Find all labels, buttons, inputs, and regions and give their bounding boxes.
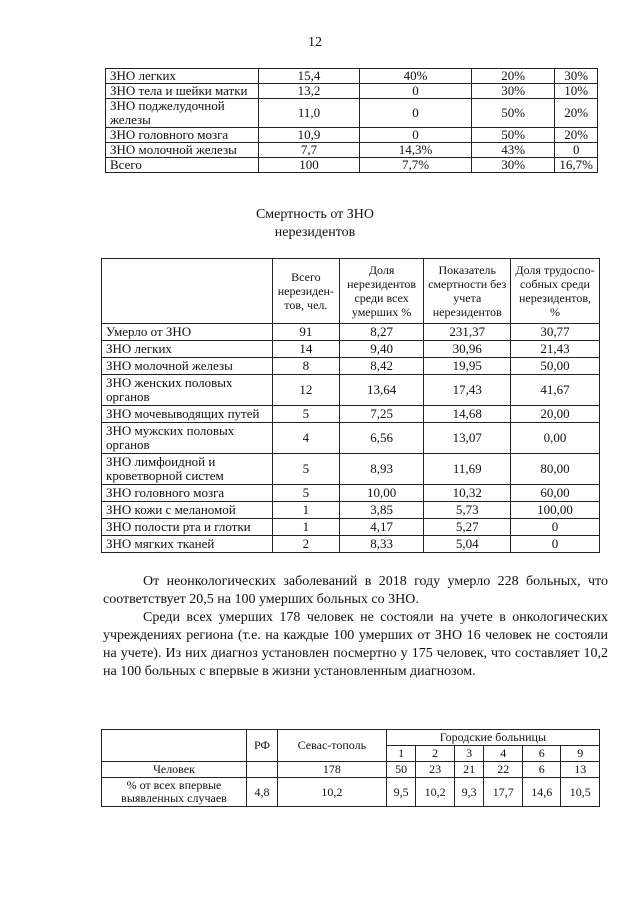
table-cell: 7,7	[258, 143, 359, 158]
hospital-value: 22	[484, 762, 522, 778]
table-cell: 6,56	[339, 423, 424, 454]
table-cell: 8	[273, 358, 340, 375]
table-cell: 5	[273, 406, 340, 423]
table-cell: 0	[360, 84, 472, 99]
table-row	[102, 502, 600, 519]
table-cell: 7,25	[339, 406, 424, 423]
table-cell: 20,00	[511, 406, 600, 423]
paragraph-noncancer-deaths	[103, 573, 608, 609]
header-rf: РФ	[247, 730, 278, 762]
table-cell: 80,00	[511, 454, 600, 485]
hospital-number: 9	[561, 746, 600, 762]
hospital-value: 6	[522, 762, 560, 778]
table-cell: 231,37	[424, 324, 511, 341]
row-label: Умерло от ЗНО	[102, 324, 273, 341]
row-label: ЗНО полости рта и глотки	[102, 519, 273, 536]
hospital-value: 9,3	[454, 778, 484, 807]
row-label: ЗНО легких	[106, 69, 259, 84]
paragraph-noncancer-deaths-text: От неонкологических заболеваний в 2018 году умерло 228 больных, что соответствует 20,5 на 100 умерших больных со ЗНО.	[103, 574, 608, 607]
hospital-value: 10,2	[416, 778, 454, 807]
cancer-share-table-body	[106, 69, 598, 173]
row-label: ЗНО тела и шейки матки	[106, 84, 259, 99]
nonresident-mortality-table	[101, 258, 600, 553]
table-cell: 5,27	[424, 519, 511, 536]
table-cell: 10,32	[424, 485, 511, 502]
hospital-value: 21	[454, 762, 484, 778]
header-city-hospitals: Городские больницы	[386, 730, 599, 746]
table-cell: 13,2	[258, 84, 359, 99]
hospital-value: 50	[386, 762, 416, 778]
hospital-value: 14,6	[522, 778, 560, 807]
hospital-comparison-table	[101, 729, 600, 807]
row-label: ЗНО женских половых органов	[102, 375, 273, 406]
column-header: Всего нерезиден-тов, чел.	[273, 259, 340, 324]
hospital-number: 4	[484, 746, 522, 762]
table-cell: 4	[273, 423, 340, 454]
table-row	[102, 454, 600, 485]
table-cell: 43%	[471, 143, 555, 158]
table-cell: 0,00	[511, 423, 600, 454]
row-label: ЗНО головного мозга	[106, 128, 259, 143]
hospital-value: 10,5	[561, 778, 600, 807]
table-cell: 41,67	[511, 375, 600, 406]
table-cell: 8,93	[339, 454, 424, 485]
table-cell: 30%	[471, 158, 555, 173]
rf-value: 4,8	[247, 778, 278, 807]
sevastopol-value: 178	[278, 762, 387, 778]
table-cell: 4,17	[339, 519, 424, 536]
table-row	[102, 762, 600, 778]
hospital-number: 3	[454, 746, 484, 762]
hospital-value: 13	[561, 762, 600, 778]
table-cell: 10,00	[339, 485, 424, 502]
table-cell: 0	[511, 536, 600, 553]
hospital-value: 23	[416, 762, 454, 778]
column-header: Доля трудоспо-собных среди нерезидентов, %	[511, 259, 600, 324]
sevastopol-value: 10,2	[278, 778, 387, 807]
table-cell: 14	[273, 341, 340, 358]
hospital-header-row	[102, 730, 600, 746]
row-label: Всего	[106, 158, 259, 173]
table-row	[106, 69, 598, 84]
table-cell: 10,9	[258, 128, 359, 143]
table-cell: 16,7%	[555, 158, 598, 173]
column-header: Доля нерезидентов среди всех умерших %	[339, 259, 424, 324]
section-title	[0, 206, 630, 242]
rf-value	[247, 762, 278, 778]
table-cell: 19,95	[424, 358, 511, 375]
column-header	[102, 259, 273, 324]
table-row	[102, 519, 600, 536]
table-cell: 12	[273, 375, 340, 406]
table-cell: 14,68	[424, 406, 511, 423]
table-cell: 20%	[471, 69, 555, 84]
hospital-number: 1	[386, 746, 416, 762]
table-row	[106, 143, 598, 158]
row-label: ЗНО кожи с меланомой	[102, 502, 273, 519]
table-cell: 20%	[555, 128, 598, 143]
row-label: ЗНО легких	[102, 341, 273, 358]
table-cell: 60,00	[511, 485, 600, 502]
table-row	[102, 423, 600, 454]
blank-header-cell	[102, 730, 247, 762]
page-number: 12	[308, 35, 322, 50]
table-row	[102, 536, 600, 553]
table-cell: 30%	[555, 69, 598, 84]
table-cell: 0	[555, 143, 598, 158]
table-cell: 9,40	[339, 341, 424, 358]
table-cell: 11,0	[258, 99, 359, 128]
table-row	[102, 324, 600, 341]
row-label: ЗНО головного мозга	[102, 485, 273, 502]
table-cell: 40%	[360, 69, 472, 84]
hospital-value: 9,5	[386, 778, 416, 807]
table-row	[106, 128, 598, 143]
nonresident-mortality-table-body	[102, 324, 600, 553]
row-label: ЗНО лимфоидной и кроветворной систем	[102, 454, 273, 485]
table-cell: 5	[273, 454, 340, 485]
row-label: ЗНО молочной железы	[102, 358, 273, 375]
table-cell: 0	[360, 128, 472, 143]
header-sevastopol: Севас-тополь	[278, 730, 387, 762]
table-cell: 3,85	[339, 502, 424, 519]
table-cell: 50%	[471, 99, 555, 128]
table-cell: 2	[273, 536, 340, 553]
table-cell: 91	[273, 324, 340, 341]
table-cell: 1	[273, 502, 340, 519]
table-cell: 8,33	[339, 536, 424, 553]
table-cell: 7,7%	[360, 158, 472, 173]
table-cell: 0	[360, 99, 472, 128]
paragraph-unregistered-deaths-text: Среди всех умерших 178 человек не состояли на учете в онкологических учреждениях региона (т.е. на каждые 100 умерших от ЗНО 16 человек не состояли на учете). Из них диагноз установлен посмертно у 175 человек, что составляет 10,2 на 100 больных с впервые в жизни установленным диагнозом.	[103, 610, 608, 679]
table-cell: 0	[511, 519, 600, 536]
section-title-line1: Смертность от ЗНО	[255, 207, 375, 222]
cancer-share-table	[105, 68, 598, 173]
row-label: ЗНО молочной железы	[106, 143, 259, 158]
table-cell: 13,64	[339, 375, 424, 406]
table-row	[102, 406, 600, 423]
row-label: Человек	[102, 762, 247, 778]
row-label: ЗНО мочевыводящих путей	[102, 406, 273, 423]
table-row	[106, 84, 598, 99]
table-cell: 11,69	[424, 454, 511, 485]
section-title-line2: нерезидентов	[274, 225, 356, 240]
table-cell: 30%	[471, 84, 555, 99]
table-cell: 30,77	[511, 324, 600, 341]
hospital-comparison-table-body	[102, 762, 600, 807]
column-header: Показатель смертности без учета нерезидентов	[424, 259, 511, 324]
table-row	[102, 358, 600, 375]
table-cell: 1	[273, 519, 340, 536]
table-cell: 5,04	[424, 536, 511, 553]
table-row	[102, 375, 600, 406]
paragraph-unregistered-deaths	[103, 609, 608, 681]
table-cell: 100	[258, 158, 359, 173]
hospital-number: 2	[416, 746, 454, 762]
table-cell: 5	[273, 485, 340, 502]
row-label: ЗНО мужских половых органов	[102, 423, 273, 454]
row-label: ЗНО мягких тканей	[102, 536, 273, 553]
table-row	[102, 341, 600, 358]
row-label: ЗНО поджелудочной железы	[106, 99, 259, 128]
table-cell: 8,42	[339, 358, 424, 375]
table-cell: 14,3%	[360, 143, 472, 158]
table-row	[106, 158, 598, 173]
table-cell: 100,00	[511, 502, 600, 519]
table-cell: 5,73	[424, 502, 511, 519]
table-row	[102, 778, 600, 807]
table-cell: 10%	[555, 84, 598, 99]
table-cell: 30,96	[424, 341, 511, 358]
nonresident-mortality-table-header	[102, 259, 600, 324]
table-cell: 15,4	[258, 69, 359, 84]
table-cell: 17,43	[424, 375, 511, 406]
table-cell: 13,07	[424, 423, 511, 454]
row-label: % от всех впервые выявленных случаев	[102, 778, 247, 807]
table-cell: 21,43	[511, 341, 600, 358]
table-cell: 20%	[555, 99, 598, 128]
table-row	[102, 485, 600, 502]
table-row	[106, 99, 598, 128]
table-cell: 50,00	[511, 358, 600, 375]
table-cell: 50%	[471, 128, 555, 143]
hospital-value: 17,7	[484, 778, 522, 807]
hospital-number: 6	[522, 746, 560, 762]
table-cell: 8,27	[339, 324, 424, 341]
